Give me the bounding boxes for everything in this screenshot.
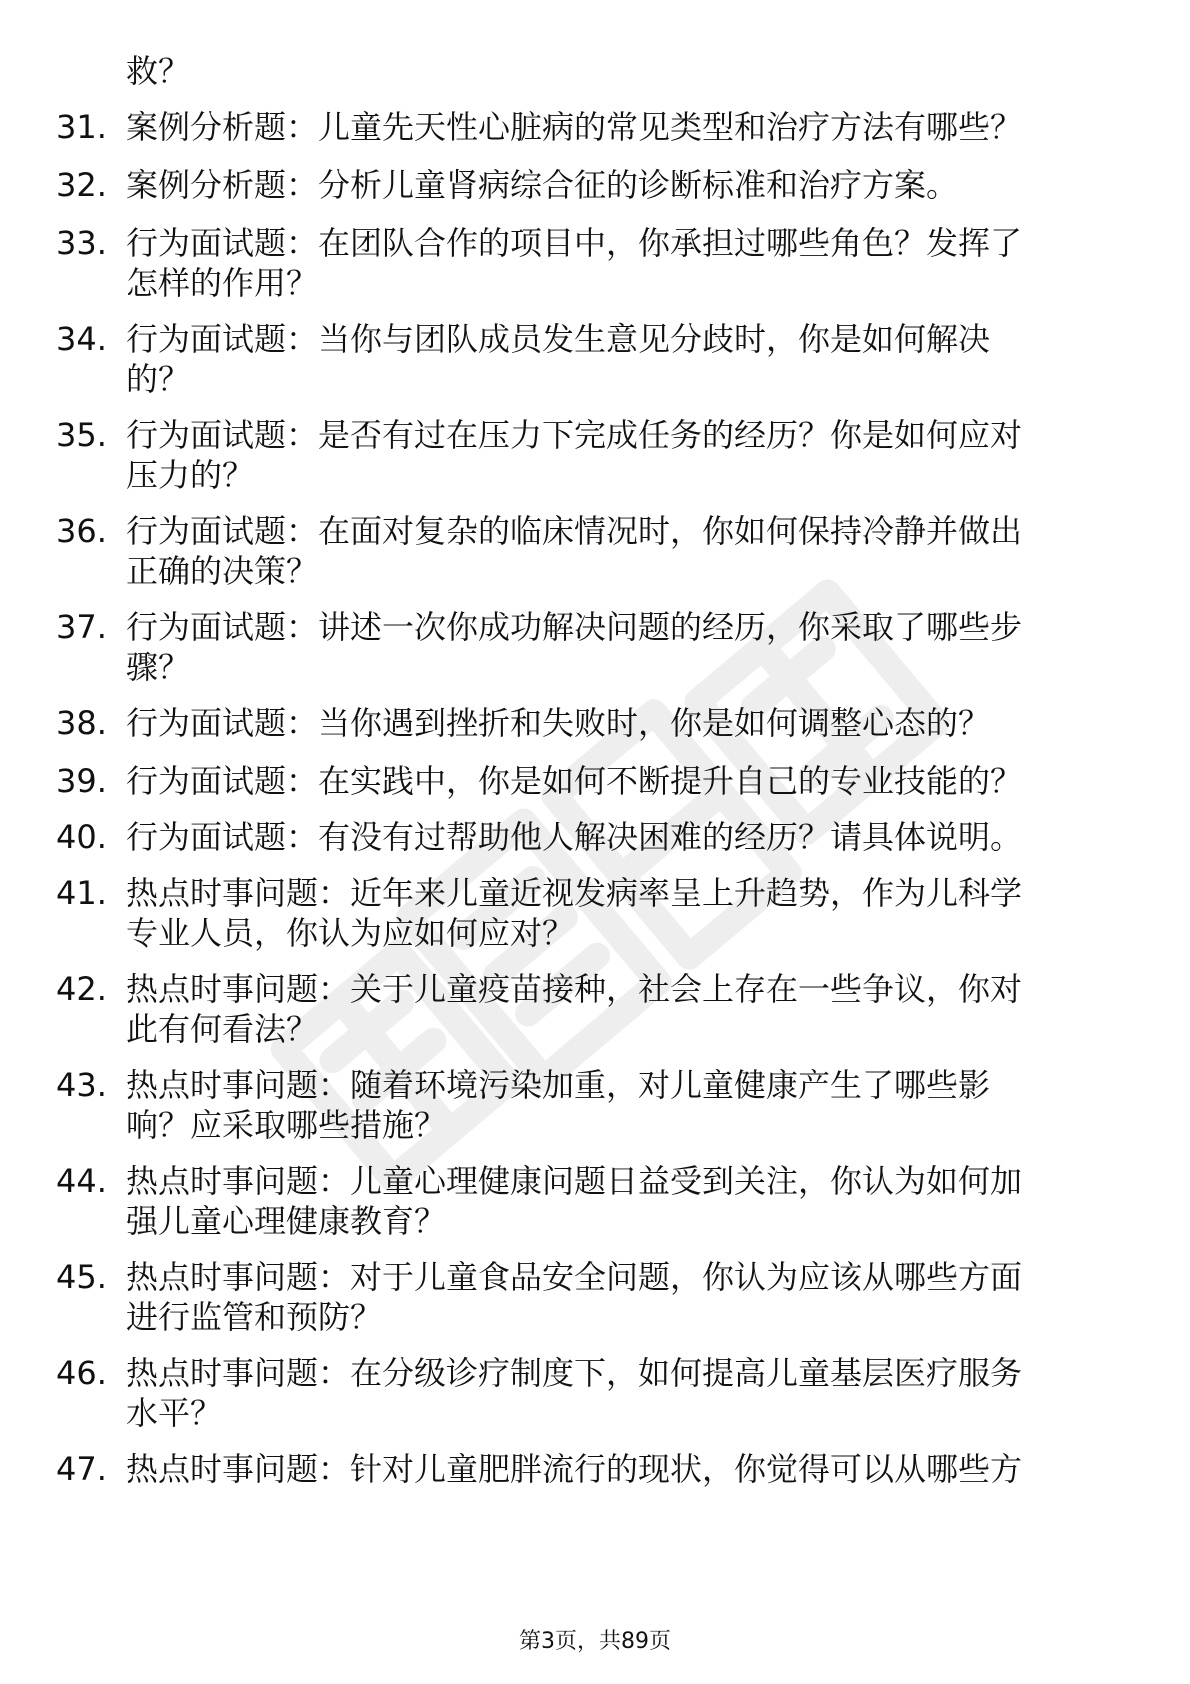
continued-question-text: 救？: [126, 52, 191, 90]
question-text-line: 热点时事问题：针对儿童肥胖流行的现状，你觉得可以从哪些方: [126, 1450, 1023, 1488]
question-text-line: 响？应采取哪些措施？: [126, 1106, 447, 1144]
question-text: [126, 816, 1116, 858]
question-number: 33.: [56, 224, 107, 262]
question-text-line: 行为面试题：在团队合作的项目中，你承担过哪些角色？发挥了: [126, 224, 1023, 262]
question-text: [126, 510, 1116, 592]
question-number: 44.: [56, 1162, 107, 1200]
question-text: [126, 164, 1116, 206]
page-number: 第3页，共89页: [519, 1629, 671, 1654]
question-text-line: 专业人员，你认为应如何应对？: [126, 914, 575, 952]
question-number: 42.: [56, 970, 107, 1008]
question-text: [126, 760, 1116, 802]
question-number: 36.: [56, 512, 107, 550]
question-number: 32.: [56, 166, 107, 204]
question-text: [126, 1448, 1116, 1490]
question-text-line: 案例分析题：分析儿童肾病综合征的诊断标准和治疗方案。: [126, 166, 959, 204]
question-text-line: 热点时事问题：儿童心理健康问题日益受到关注，你认为如何加: [126, 1162, 1023, 1200]
question-text-line: 骤？: [126, 648, 191, 686]
question-text-line: 的？: [126, 360, 191, 398]
question-text-line: 强儿童心理健康教育？: [126, 1202, 447, 1240]
question-text: [126, 702, 1116, 744]
question-number: 38.: [56, 704, 107, 742]
question-text: [126, 606, 1116, 688]
question-text-line: 行为面试题：当你与团队成员发生意见分歧时，你是如何解决: [126, 320, 991, 358]
question-text-line: 行为面试题：在实践中，你是如何不断提升自己的专业技能的？: [126, 762, 1023, 800]
question-number: 45.: [56, 1258, 107, 1296]
question-number: 39.: [56, 762, 107, 800]
question-number: 46.: [56, 1354, 107, 1392]
question-text-line: 行为面试题：是否有过在压力下完成任务的经历？你是如何应对: [126, 416, 1023, 454]
question-number: 43.: [56, 1066, 107, 1104]
question-number: 35.: [56, 416, 107, 454]
question-text-line: 案例分析题：儿童先天性心脏病的常见类型和治疗方法有哪些？: [126, 108, 1023, 146]
question-text: [126, 106, 1116, 148]
question-number: 41.: [56, 874, 107, 912]
question-text-line: 正确的决策？: [126, 552, 319, 590]
question-text-line: 行为面试题：在面对复杂的临床情况时，你如何保持冷静并做出: [126, 512, 1023, 550]
question-text-line: 此有何看法？: [126, 1010, 319, 1048]
question-text-line: 行为面试题：讲述一次你成功解决问题的经历，你采取了哪些步: [126, 608, 1023, 646]
question-text-line: 水平？: [126, 1394, 223, 1432]
question-text-line: 热点时事问题：在分级诊疗制度下，如何提高儿童基层医疗服务: [126, 1354, 1023, 1392]
question-text-line: 热点时事问题：关于儿童疫苗接种，社会上存在一些争议，你对: [126, 970, 1023, 1008]
question-text: [126, 1256, 1116, 1338]
question-text-line: 行为面试题：当你遇到挫折和失败时，你是如何调整心态的？: [126, 704, 991, 742]
question-text-line: 行为面试题：有没有过帮助他人解决困难的经历？请具体说明。: [126, 818, 1023, 856]
question-text: [126, 968, 1116, 1050]
question-text: [126, 872, 1116, 954]
question-text: [126, 414, 1116, 496]
question-text-line: 热点时事问题：近年来儿童近视发病率呈上升趋势，作为儿科学: [126, 874, 1023, 912]
question-number: 31.: [56, 108, 107, 146]
question-number: 37.: [56, 608, 107, 646]
question-text-line: 进行监管和预防？: [126, 1298, 383, 1336]
question-number: 47.: [56, 1450, 107, 1488]
question-text-line: 压力的？: [126, 456, 255, 494]
question-text-line: 怎样的作用？: [126, 264, 319, 302]
question-text-line: 热点时事问题：对于儿童食品安全问题，你认为应该从哪些方面: [126, 1258, 1023, 1296]
question-text: [126, 222, 1116, 304]
question-text-line: 热点时事问题：随着环境污染加重，对儿童健康产生了哪些影: [126, 1066, 991, 1104]
question-number: 40.: [56, 818, 107, 856]
question-text: [126, 1160, 1116, 1242]
question-text: [126, 1352, 1116, 1434]
question-text: [126, 318, 1116, 400]
question-text: [126, 1064, 1116, 1146]
question-number: 34.: [56, 320, 107, 358]
